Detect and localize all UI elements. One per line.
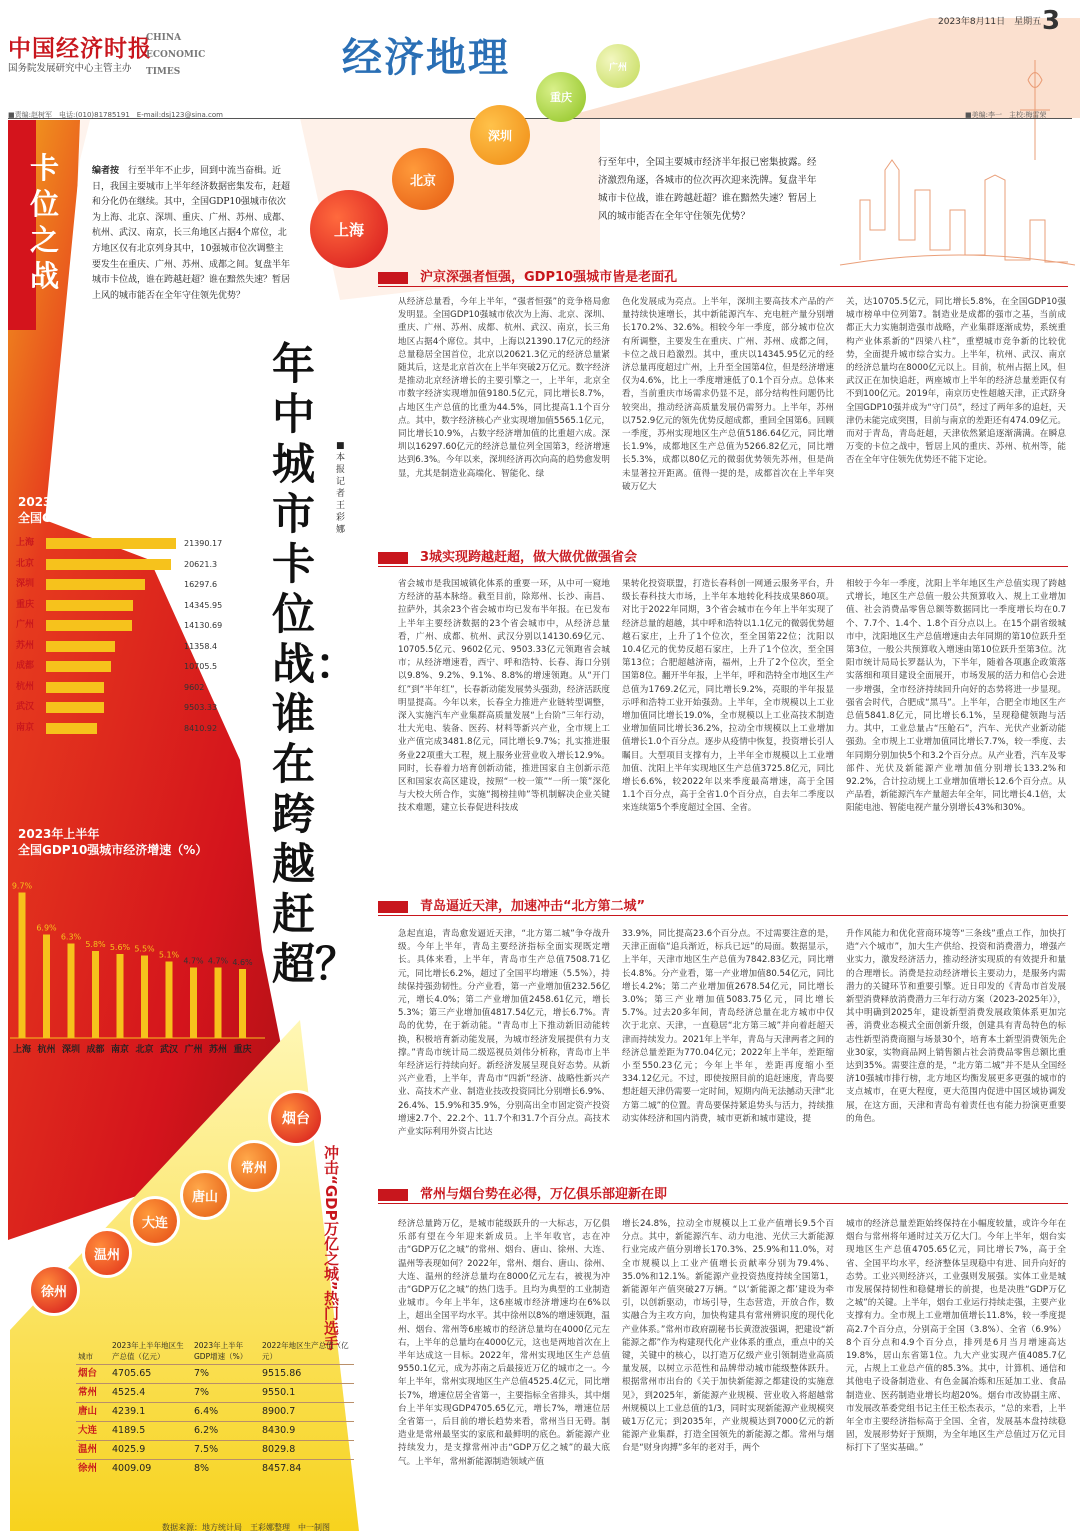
gdp-bar-row [16, 579, 256, 590]
growth-bar-label: 深圳 [61, 1045, 81, 1055]
gdp-bar-value: 16297.6 [184, 580, 218, 589]
growth-bar-chart [10, 876, 270, 1066]
growth-bar-label: 苏州 [208, 1045, 228, 1055]
table-cell: 4009.09 [110, 1460, 192, 1479]
article-column: 果转化投资联盟，打造长春科创一网通云服务平台，升级长春科技大市场，上半年本地转化科技成果860项。对比于2022年同期，3个省会城市在今年上半年实现了经济总量的超越，其中呼和浩特以1.1亿元的微弱优势超越石家庄，上升了1个位次，至全国第22位；沈阳以10.4亿元的优势反超石家庄，上升了1个位次，至全国第13位；合肥超越济南，福州，上升了2个位次，至全国第8位。翻开半年报，上半年，呼和浩特全市地区生产总值为1769.2亿元，同比增长9.2%，亮眼的半年报显示呼和浩特工业开始强劲。上半年，全市规模以上工业增加值同比增长19.0%，全市规模以上工业高技术制造业增加值同比增长36.2%，拉动全市规模以上工业增加值增长1.0个百分点。逐步从疫情中恢复，投资增长引人瞩目。大型项目支撑有力，上半年全市规模以上工业增加值、沈阳上半年实现地区生产总值3725.8亿元，同比增长6.6%，较2022年以来季度最高增速，高于全国1.1个百分点，高于全省1.0个百分点，自去年二季度以来连续第5个季度超过全国、全省。 [622, 579, 834, 814]
table-row [76, 1384, 354, 1403]
gdp-bar [46, 641, 115, 652]
gdp-bar [46, 682, 104, 693]
growth-bar-label: 成都 [86, 1045, 105, 1055]
gdp-bar-row [16, 641, 256, 652]
growth-bar-value: 5.5% [134, 944, 155, 954]
city-circle-yantai: 烟台 [268, 1090, 324, 1146]
article-column: 关，达10705.5亿元，同比增长5.8%，在全国GDP10强城市榜单中位列第7。制造业是成都的强市之基，当前成都正大力实施制造强市战略，产业集群逐渐成势，系统重构产业体系新的“四梁八柱”，重塑城市竞争新的比较优势，全面提升城市综合实力。上半年，杭州、武汉、南京的经济总量均在8000亿元以上。目前，杭州占据上风，但武汉正在加快追赶，两座城市上半年的经济总量差距仅有不到100亿元。2019年，南京历史性超越天津，正式跻身全国GDP10强并成为“守门员”，经过了两年多的追赶，天津仍未能完成突围，目前与南京的差距还有474.09亿元。而对于青岛，青岛赶超，天津依然紧追逐渐满满。在瞬息万变的卡位之战中，暂居上风的重庆、苏州、杭州等，能否在全年守住领先优势还不能下定论。 [846, 297, 1066, 466]
growth-bar-label: 南京 [110, 1045, 130, 1055]
growth-bar-value: 6.9% [36, 923, 57, 933]
issue-date: 2023年8月11日 星期五 [938, 17, 1042, 27]
article-column: 色化发展成为亮点。上半年，深圳主要高技术产品的产量持续快速增长，其中新能源汽车、充电桩产量分别增长170.2%、32.6%。相较今年一季度，部分城市位次有所调整，主要发生在重庆、广州、苏州、成都之间，卡位之战日趋激烈。其中，重庆以14345.95亿元的经济总量再度超过广州，上升至全国第4位，但是经济增速仅为4.6%，比上一季度增速低了0.1个百分点。总体来看，当前重庆市场需求仍显不足，部分结构性问题仍比较突出，推动经济高质量发展仍需努力。上半年，苏州以752.9亿元的领先优势反超成都，重回全国第6。回顾一季度，苏州实现地区生产总值5186.64亿元，同比增长1.9%，成都地区生产总值为5266.82亿元，同比增长5.3%，成都以80亿元的微弱优势领先苏州，但是尚未显著拉开距离。值得一提的是，成都首次在上半年突破万亿大 [622, 297, 834, 492]
section-heading-4 [378, 1186, 1068, 1204]
gdp-bar-row [16, 682, 256, 693]
chart2-title: 2023年上半年 全国GDP10强城市经济增速（%） [18, 827, 208, 857]
growth-bar-value: 4.7% [183, 956, 204, 966]
growth-bar-value: 5.6% [109, 943, 131, 952]
table-header: 2023年上半年GDP增速（%） [194, 1341, 248, 1361]
editor-credits-right: ■美编:李一 主校:梅雷荣 [965, 111, 1047, 119]
city-circle-tangshan: 唐山 [180, 1170, 230, 1220]
growth-bar-label: 上海 [12, 1045, 32, 1055]
section-heading-3 [378, 898, 1068, 916]
gdp-bar-value: 9503.33 [184, 703, 218, 712]
table-row [76, 1403, 354, 1422]
gdp-bar-value: 14345.95 [184, 600, 223, 610]
city-circle-dalian: 大连 [130, 1196, 180, 1246]
gdp-bar-label: 南京 [16, 722, 35, 733]
section-heading-1 [378, 269, 1068, 287]
table-cell: 9515.86 [260, 1365, 354, 1384]
article-column: 增长24.8%，拉动全市规模以上工业产值增长9.5个百分点。其中，新能源汽车、动力电池、光伏三大新能源行业完成产值分别增长170.3%、25.9%和11.0%，对全市规模以上工业产值增长贡献率分别为79.4%、35.0%和12.1%。新能源产业投资热度持续全国第1，新能源年产值突破27万辆。“以‘新能源之都’建设为牵引，以创新驱动，市场引导，生态营造，开放合作，数实融合为主攻方向，加快构建具有常州辨识度的现代化产业体系。”常州市政府副秘书长黄澄波强调，把建设“新能源之都”作为构建现代化产业体系的重点，重点中的关键，关键中的核心，以打造万亿级产业引领制造业高质量发展，以树立示范性和品牌带动城市能级整体跃升。根据常州市出台的《关于加快新能源之都建设的实施意见》，到2025年，新能源产业规模、营业收入将超越常州规模以上工业总值的1/3，同时实现新能源产业规模突破1万亿元；到2035年，产业规模达到7000亿元的新能源产业集群，打造全国领先的新能源之都。常州与烟台是“财身肉搏”多年的老对手，两个 [622, 1219, 834, 1454]
editor-note [92, 164, 292, 304]
table-cell: 烟台 [76, 1365, 110, 1384]
table-cell: 9550.1 [260, 1384, 354, 1403]
gdp-bar-value: 10705.5 [184, 662, 218, 671]
main-headline: 年中城市卡位战：谁在跨越赶超？ [272, 340, 358, 990]
growth-bar-label: 北京 [135, 1045, 154, 1055]
growth-bar-label: 重庆 [233, 1045, 252, 1055]
gdp-bar-label: 重庆 [16, 599, 35, 610]
section-heading-text: 常州与烟台势在必得，万亿俱乐部迎新在即 [420, 1187, 668, 1202]
gdp-bar [46, 723, 97, 734]
growth-bar-value: 4.7% [207, 956, 229, 966]
table-cell: 4025.9 [110, 1441, 192, 1460]
city-circle-wenzhou: 温州 [82, 1228, 132, 1278]
growth-bar [141, 956, 148, 1039]
growth-bar-value: 9.7% [11, 881, 33, 891]
table-row [76, 1365, 354, 1384]
table-cell: 常州 [76, 1384, 110, 1403]
growth-bar-label: 广州 [184, 1045, 203, 1055]
city-circle-shanghai: 上海 [310, 190, 388, 268]
table-cell: 8% [192, 1460, 260, 1479]
page-number: 3 [1042, 6, 1061, 36]
table-cell: 4705.65 [110, 1365, 192, 1384]
section-title: 经济地理 [342, 35, 510, 81]
table-cell: 温州 [76, 1441, 110, 1460]
gdp-bar [46, 559, 171, 570]
table-header: 2023年上半年地区生产总值（亿元） [112, 1341, 184, 1361]
gdp-bar-row [16, 661, 256, 672]
growth-bar [92, 951, 99, 1038]
contenders-title: 冲击“GDP万亿之城”热门选手 [322, 1145, 340, 1351]
byline: ■本报记者 王彩娜 [336, 441, 355, 535]
city-circle-beijing: 北京 [392, 148, 454, 210]
article-column: 从经济总量看，今年上半年，“强者恒强”的竞争格局愈发明显。全国GDP10强城市依次为上海、北京、深圳、重庆、广州、苏州、成都、杭州、武汉、南京，长三角地区占据4个席位。其中，上海以21390.17亿元的经济总量稳居全国首位，北京以20621.3亿元的经济总量紧随其后，这是北京首次在上半年突破2万亿元。数字经济是推动北京经济增长的主要引擎之一，上半年，北京全市数字经济实现增加值9180.5亿元，同比增长8.7%，占地区生产总值的比重为44.5%，同比提高1.1个百分点。其中，数字经济核心产业实现增加值5565.1亿元，同比增长10.9%，占数字经济增加值的比重超六成。深圳以16297.60亿元的经济总量位列全国第3，经济增速达到6.3%。今年以来，深圳经济再次向高的趋势愈发明显，尤其是制造业高端化、智能化、绿 [398, 297, 610, 479]
table-header: 2022年地区生产总值（亿元） [262, 1341, 349, 1361]
section-heading-text: 3城实现跨越赶超，做大做优做强省会 [420, 550, 638, 565]
table-cell: 4525.4 [110, 1384, 192, 1403]
gdp-bar-row [16, 538, 256, 549]
gdp-bar-label: 深圳 [16, 579, 35, 589]
table-source: 数据来源：地方统计局 王彩娜整理 中一制图 [162, 1523, 330, 1531]
table-cell: 8029.8 [260, 1441, 354, 1460]
gdp-bar-label: 武汉 [16, 702, 35, 712]
heading-marker [378, 272, 408, 284]
gdp-bar-chart [0, 538, 270, 748]
growth-bar [190, 968, 197, 1039]
gdp-bar-row [16, 559, 256, 570]
gdp-bar-label: 苏州 [16, 640, 35, 651]
newspaper-logo-english: CHINA ECONOMIC TIMES [146, 33, 206, 77]
table-row [76, 1441, 354, 1460]
article-column: 33.9%，同比提高23.6个百分点。不过需要注意的是，天津正面临“追兵渐近，标兵已远”的局面。数据显示，上半年，天津市地区生产总值为7842.83亿元，同比增长4.8%。分产业看，第一产业增加值80.54亿元，同比增长4.2%；第二产业增加值2678.54亿元，同比增长3.0%；第三产业增加值5083.75亿元，同比增长5.7%。过去20多年间，青岛经济总量在北方城市中仅次于北京、天津，一直稳居“北方第三城”并向着赶超天津而持续发力。2021年上半年，青岛与天津两者之间的经济总量差距为770.04亿元；2022年上半年，差距缩小至550.23亿元；今年上半年，差距再度缩小至334.12亿元。不过，即使按照目前的追赶速度，青岛要想赶超天津仍需要一定时间，短期内尚无法撼动天津“北方第二城”的位置。青岛要保持紧追势头与活力，持续推动实体经济和国内消费，城市更新和城市建设，提 [622, 929, 834, 1124]
growth-bar-value: 5.1% [158, 950, 180, 960]
article-column: 相较于今年一季度，沈阳上半年地区生产总值实现了跨越式增长，地区生产总值一般公共预算收入、规上工业增加值、社会消费品零售总额等数据同比一季度增长均在0.7个、7.7个、1.4个、1.8个百分点以上。在15个副省级城市中，沈阳地区生产总值增速由去年同期的第10位跃升至第3位，一般公共预算收入增速由第10位跃升至第3位。沈阳市统计局局长罗磊认为，下半年，随着各项惠企政策落实落细和项目建设全面展开，市场发展的活力和信心会进一步增强，全市经济持续回升向好的态势将进一步显现。强省会时代，合肥成“黑马”。上半年，合肥全市地区生产总值5841.8亿元，同比增长6.1%，呈现稳健领跑与活力。其中，工业总量占“压舱石”，汽车、光伏产业新动能强劲。全市规上工业增加值同比增长7.7%，较一季度、去年同期分别加快5个和3.2个百分点。从产业看，汽车及零部件、光伏及新能源产业增加值分别增长133.2%和92.2%，合计拉动规上工业增加值增长12.6个百分点。从产品看，新能源汽车产量超去年全年，同比增长4.1倍，太阳能电池、智能电视产量分别增长43%和30%。 [846, 579, 1066, 814]
gdp-bar-value: 8410.92 [184, 723, 218, 733]
article-column: 升作风能力和优化营商环境等“三条线”重点工作，加快打造“六个城市”，加大生产供给、投资和消费潜力，增强产业实力，激发经济活力，推动经济实现质的有效提升和量的合理增长。消费是拉动经济增长主要动力，是服务内需潜力的关键环节和重要引擎。近日印发的《青岛市首发展新型消费释放消费潜力三年行动方案（2023-2025年）》，其中明确到2025年，建设新型消费发展政策体系更加完善，消费业态模式全面创新升级，创建具有青岛特色的标志性新型消费商圈与场景30个，培育本土新型消费领先企业30家，实物商品网上销售额占社会消费品零售总额比重达到35%。需要注意的是，“北方第二城”并不是从全国经济10强城市排行榜，北方地区均衡发展更多更强的城市的支点城市，在更大程度，更大范围内促进中国区域协调发展，在这方面，天津和青岛有着责任也有能力扮演更重要的角色。 [846, 929, 1066, 1124]
section-heading-text: 沪京深强者恒强，GDP10强城市皆是老面孔 [420, 270, 678, 285]
city-circle-guangzhou: 广州 [596, 44, 640, 88]
editor-note-text: 行至半年不止步，回到中流当奋楫。近日，我国主要城市上半年经济数据密集发布，赶超和分化仍在继续。其中，全国GDP10强城市依次为上海、北京、深圳、重庆、广州、苏州、成都、杭州、武汉、南京，长三角地区占据4个席位，北方地区仅有北京列身其中，10强城市位次调整主要发生在重庆、广州、苏州、成都之间。复盘半年城市卡位战，谁在跨越赶超？谁在黯然失速？暂居上风的城市能否在全年守住领先优势？ [92, 166, 291, 301]
gdp-bar-value: 11358.4 [184, 641, 218, 651]
table-cell: 7% [192, 1365, 260, 1384]
gdp-bar-row [16, 620, 256, 631]
gdp-bar-label: 上海 [16, 538, 35, 548]
contenders-table [76, 1338, 354, 1478]
growth-bar [19, 893, 26, 1039]
section-heading-2 [378, 549, 1068, 567]
article-column: 城市的经济总量差距始终保持在小幅度较量，或许今年在烟台与常州将年通时过关万亿大门。今年上半年，烟台实现地区生产总值4705.65亿元，同比增长7%，高于全省、全国平均水平，经济整体呈现稳中有进、回升向好的态势。工业兴则经济兴，工业强则发展强。实体工业是城市发展保持韧性和稳健增长的前提，也是决胜“GDP万亿之城”的关键。上半年，烟台工业运行持续走强，主要产业支撑有力。全市规上工业增加值增长11.8%，较一季度提高2.7个百分点，分别高于全国（3.8%）、全省（6.9%）8个百分点和4.9个百分点，排列是6月当月增速高达19.8%，居山东省第1位。九大产业实现产值4085.7亿元，占规上工业总产值的85.3%。其中，计算机、通信和其他电子设备制造业、有色金属冶炼和压延加工业、食品制造业、医药制造业增长均超20%。烟台市改协副主席、市发展改革委党组书记主任王松杰表示，“总的来看，上半年全市主要经济指标高于全国、全省，发展基本盘持续稳固，发展形势好于预期，为全年地区生产总值过万亿元目标打下了坚实基础。” [846, 1219, 1066, 1454]
growth-bar [166, 962, 173, 1039]
series-title: 卡位之战 [30, 151, 60, 293]
gdp-bar-row [16, 702, 256, 713]
lead-paragraph: 行至年中，全国主要城市经济半年报已密集披露。经济激烈角逐，各城市的位次再次迎来洗牌。复盘半年城市卡位战，谁在跨越赶超？谁在黯然失速？暂居上风的城市能否在全年守住领先优势？ [598, 157, 817, 222]
table-cell: 6.2% [192, 1422, 260, 1441]
section-heading-text: 青岛逼近天津，加速冲击“北方第二城” [420, 899, 646, 914]
editor-note-label: 编者按 [92, 166, 120, 176]
masthead [8, 30, 308, 90]
newspaper-logo: 中国经济时报 [8, 35, 152, 62]
growth-bar-label: 杭州 [37, 1045, 56, 1055]
table-cell: 8430.9 [260, 1422, 354, 1441]
gdp-bar [46, 702, 104, 713]
growth-bar-value: 5.8% [85, 940, 106, 949]
growth-bar [215, 968, 222, 1039]
table-cell: 6.4% [192, 1403, 260, 1422]
table-cell: 唐山 [76, 1403, 110, 1422]
growth-bar [117, 954, 124, 1038]
heading-marker [378, 1189, 408, 1201]
growth-bar [43, 935, 50, 1039]
gdp-bar [46, 600, 133, 611]
table-header: 城市 [78, 1352, 93, 1361]
article-column: 省会城市是我国城镇化体系的重要一环，从中可一窥地方经济的基本脉络。截至目前，除郑州、长沙、南昌、拉萨外，其余23个省会城市均已发布半年报。在已发布上半年主要经济数据的23个省会城市中，从经济总量看，广州、成都、杭州、武汉分别以14130.69亿元、10705.5亿元、9602亿元、9503.33亿元领跑省会城市；从经济增速看，西宁、呼和浩特、长春、海口分别以9.8%、9.2%、9.1%、8.8%的增速领跑。从“开门红”到“半年红”，长春新动能发展势头强劲，经济活跃度明显提高。今年以来，长春全力推进产业链转型调整，深入实施汽车产业集群高质量发展“上台阶”三年行动，壮大光电、装备、医药、材料等新兴产业，全市规上工业产值完成3481.8亿元，同比增长9.7%；扎实推进服务业22项重大工程，规上服务业营业收入增长12.9%。同时，长春着力培育创新动能，推进国家自主创新示范区和国家农高区建设，按照“一校一策”“一所一策”深化与大校大所合作，实施“揭榜挂帅”等机制解决企业关键技术难题，建立长春促进科技成 [398, 579, 610, 814]
gdp-bar [46, 661, 111, 672]
publisher-line: 国务院发展研究中心主管主办 [8, 63, 132, 74]
gdp-bar [46, 620, 132, 631]
table-cell: 7.5% [192, 1441, 260, 1460]
gdp-bar-row [16, 723, 256, 734]
gdp-bar-value: 20621.3 [184, 559, 218, 569]
chart1-title: 2023年上半年 全国GDP10强城市（亿元） [18, 495, 172, 525]
gdp-bar-value: 21390.17 [184, 539, 223, 548]
growth-bar-value: 4.6% [232, 958, 253, 967]
gdp-bar [46, 579, 145, 590]
table-header-row [76, 1338, 354, 1365]
article-column: 急起直追，青岛愈发逼近天津，“北方第二城”争夺战升级。今年上半年，青岛主要经济指标全面实现既定增长。具体来看，上半年，青岛市生产总值7508.71亿元，同比增长6.2%，超过了全国平均增速（5.5%），持续保持强劲韧性。分产业看，第一产业增加值232.56亿元，增长4.0%；第二产业增加值2458.61亿元，增长5.3%；第三产业增加值4817.54亿元，增长6.7%。青岛的优势，在于新动能。“青岛市上下推动新旧动能转换，积极培育新动能发展，为城市经济发展提供有力支撑。”青岛市统计局二级巡视员刘伟分析称，青岛市上半年经济运行持续向好。新经济发展呈现良好态势。从新兴产业看，上半年，青岛市“四新”经济、战略性新兴产业、高技术产业、制造业技改投资同比分别增长6.9%、26.4%、15.9%和35.9%，分别高出全市固定资产投资增速2.7个、22.2个、11.7个和31.7个百分点。高技术产业实际利用外资占比达 [398, 929, 610, 1138]
table-cell: 7% [192, 1384, 260, 1403]
article-column: 经济总量跨万亿，是城市能级跃升的一大标志，万亿俱乐部有望在今年迎来新成员。上半年收官，志在冲击“GDP万亿之城”的常州、烟台、唐山、徐州、大连、温州等表现如何？2022年，常州、烟台、唐山、徐州、大连、温州的经济总量均在8000亿元左右，被视为冲击“GDP万亿之城”的热门选手。且均为典型的工业制造业城市。今年上半年，这6座城市经济增速均在6%以上，超出全国平均水平。其中徐州以8%的增速领跑，温州、烟台、常州等6座城市的经济总量均在4000亿元左右，上半年的总量均在4000亿元，这也是两地首次在上半年达成这一目标。2022年，常州实现地区生产总值9550.1亿元，成为苏南之后最接近万亿的城市之一。今年上半年，常州实现地区生产总值4525.4亿元，同比增长7%，增速位居全省第一，主要指标全省排头，其中烟台上半年实现GDP4705.65亿元，增长7%，增速位居全省第一，后目前的增长趋势来看，常州当日无碍。制造业是常州最坚实的家底和最鲜明的底色。新能源产业持续发力，是支撑常州冲击“GDP万亿之城”的最大底气。上半年，常州新能源制造领域产值 [398, 1219, 610, 1467]
gdp-bar-label: 北京 [16, 558, 35, 569]
heading-marker [378, 901, 408, 913]
growth-bar [68, 944, 75, 1039]
table-cell: 徐州 [76, 1460, 110, 1479]
gdp-bar-label: 成都 [16, 661, 35, 671]
editor-credits-left: ■责编:赵树军 电话:(010)81785191 E-mail:dsj123@sina.com [8, 111, 223, 119]
table-row [76, 1460, 354, 1479]
gdp-bar-value: 14130.69 [184, 621, 223, 630]
city-circle-shenzhen: 深圳 [470, 105, 530, 165]
gdp-bar [46, 538, 176, 549]
table-cell: 大连 [76, 1422, 110, 1441]
growth-bar-value: 6.3% [60, 932, 82, 942]
city-circle-changzhou: 常州 [228, 1140, 280, 1192]
gdp-bar-value: 9602 [184, 682, 205, 692]
heading-marker [378, 552, 408, 564]
growth-bar-label: 武汉 [159, 1045, 179, 1055]
gdp-bar-label: 杭州 [16, 681, 35, 692]
gdp-bar-label: 广州 [16, 620, 35, 630]
table-cell: 8900.7 [260, 1403, 354, 1422]
table-cell: 8457.84 [260, 1460, 354, 1479]
table-cell: 4189.5 [110, 1422, 192, 1441]
city-circle-chongqing: 重庆 [536, 72, 586, 122]
table-cell: 4239.1 [110, 1403, 192, 1422]
gdp-bar-row [16, 600, 256, 611]
table-row [76, 1422, 354, 1441]
city-circle-xuzhou: 徐州 [28, 1264, 80, 1316]
growth-bar [239, 969, 246, 1038]
